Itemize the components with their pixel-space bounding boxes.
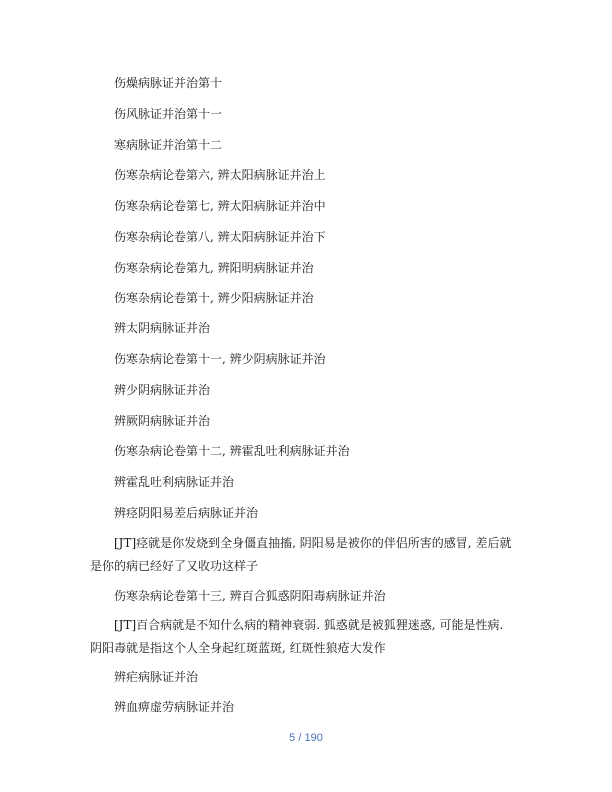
toc-line: 伤寒杂病论卷第七, 辨太阳病脉证并治中 — [114, 199, 326, 213]
toc-line: 辨霍乱吐利病脉证并治 — [114, 475, 235, 489]
toc-line: 辨血痹虚劳病脉证并治 — [114, 700, 235, 714]
toc-line: 辨少阴病脉证并治 — [114, 383, 211, 397]
page-number: 5 / 190 — [289, 732, 323, 744]
toc-line: 伤寒杂病论卷第十, 辨少阳病脉证并治 — [114, 291, 314, 305]
annotation-line: [JT]痉就是你发烧到全身僵直抽搐, 阴阳易是被你的伴侣所害的感冒, 差后就 — [114, 536, 512, 550]
toc-line: 辨太阴病脉证并治 — [114, 321, 211, 335]
toc-line: 伤寒杂病论卷第十二, 辨霍乱吐利病脉证并治 — [114, 444, 350, 458]
toc-line: 辨疟病脉证并治 — [114, 670, 199, 684]
annotation-line: 阴阳毒就是指这个人全身起红斑蓝斑, 红斑性狼疮大发作 — [90, 641, 386, 655]
annotation-line: [JT]百合病就是不知什么病的精神衰弱. 狐惑就是被狐狸迷惑, 可能是性病. — [114, 618, 504, 632]
toc-line: 辨厥阴病脉证并治 — [114, 414, 211, 428]
toc-line: 伤燥病脉证并治第十 — [114, 76, 223, 90]
toc-line: 伤寒杂病论卷第九, 辨阳明病脉证并治 — [114, 261, 314, 275]
toc-line: 伤寒杂病论卷第八, 辨太阳病脉证并治下 — [114, 230, 326, 244]
toc-line: 辨痉阴阳易差后病脉证并治 — [114, 506, 259, 520]
toc-line: 伤寒杂病论卷第六, 辨太阳病脉证并治上 — [114, 168, 326, 182]
toc-line: 寒病脉证并治第十二 — [114, 138, 223, 152]
toc-line: 伤寒杂病论卷第十三, 辨百合狐惑阴阳毒病脉证并治 — [114, 589, 386, 603]
annotation-note — [90, 532, 554, 578]
annotation-line: 是你的病已经好了又收功这样子 — [90, 559, 259, 573]
toc-line: 伤风脉证并治第十一 — [114, 107, 223, 121]
annotation-note — [90, 614, 554, 660]
toc-line: 伤寒杂病论卷第十一, 辨少阴病脉证并治 — [114, 352, 326, 366]
